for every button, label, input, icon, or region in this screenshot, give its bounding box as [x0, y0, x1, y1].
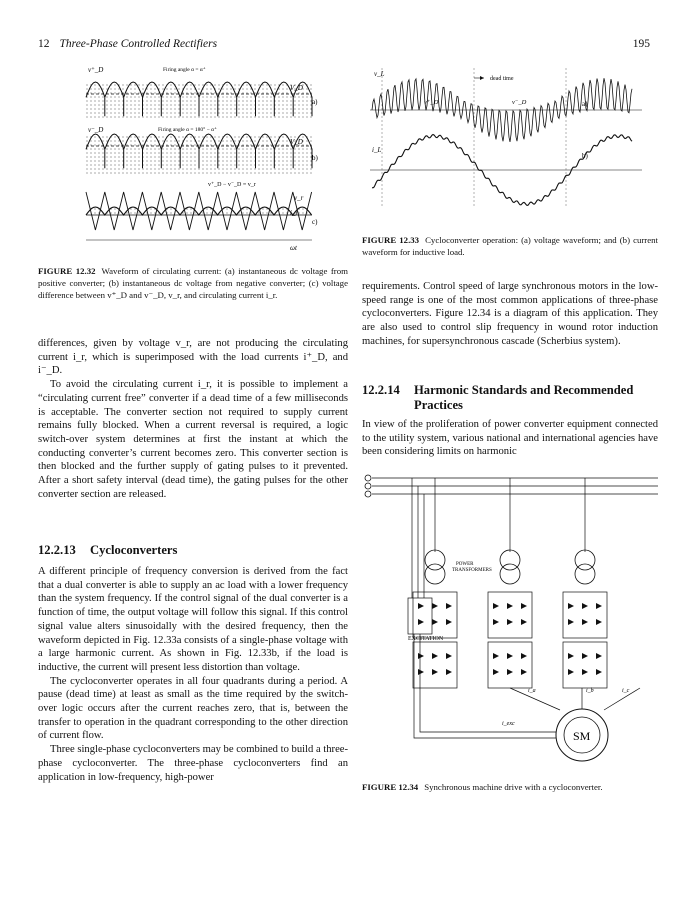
caption-text: Cycloconverter operation: (a) voltage waveform; and (b) current waveform for inductive load.: [362, 235, 658, 257]
branch-2-converter-positive: [488, 592, 532, 638]
left-column-section-text: [38, 565, 348, 784]
label-iexc: i_exc: [502, 721, 515, 727]
running-header: [38, 38, 217, 50]
branch-3-thyristor: [582, 619, 588, 625]
label-vd-plus: v⁺_D: [424, 99, 439, 106]
branch-2-thyristor: [493, 603, 499, 609]
label-ia: i_a: [528, 688, 536, 694]
branch-1-thyristor: [432, 653, 438, 659]
branch-2-thyristor: [521, 619, 527, 625]
right-column: [362, 280, 658, 349]
chapter-number: 12: [38, 38, 50, 50]
branch-3-thyristor: [582, 603, 588, 609]
branch-2-thyristor: [507, 603, 513, 609]
branch-2-thyristor: [521, 669, 527, 675]
tag-b: b): [582, 152, 588, 160]
label-firing-b: Firing angle α = 180° − α⁺: [158, 127, 217, 133]
branch-3-transformer-secondary: [575, 564, 595, 584]
excitation-rectifier: [408, 598, 432, 634]
tag-a: a): [582, 100, 588, 108]
branch-1-thyristor: [446, 669, 452, 675]
branch-2-thyristor: [507, 669, 513, 675]
label-omega-t: ωt: [290, 244, 297, 252]
figure-label: FIGURE 12.32: [38, 266, 96, 276]
branch-3-converter-negative: [563, 642, 607, 688]
caption-text: Waveform of circulating current: (a) instantaneous dc voltage from positive converter; (b) instantaneous dc voltage from negative converter; (c) voltage difference between v⁺_D and v⁻_D, v_r, and circulating current i_r.: [38, 266, 348, 300]
section-title: Cycloconverters: [90, 543, 178, 557]
branch-2-thyristor: [521, 653, 527, 659]
branch-1-transformer-secondary: [425, 564, 445, 584]
figure-12-33-caption: [362, 235, 658, 259]
tag-a: a): [312, 98, 318, 106]
caption-text: Synchronous machine drive with a cycloconverter.: [424, 782, 603, 792]
supply-bus: [365, 475, 658, 497]
branch-1-thyristor: [446, 653, 452, 659]
figure-12-32-caption: [38, 266, 348, 301]
label-ic: i_c: [622, 688, 630, 694]
label-ir: i_r: [290, 209, 299, 217]
section-heading-12-2-14: [362, 383, 658, 413]
tag-c: c): [312, 218, 318, 226]
branch-3-thyristor: [568, 669, 574, 675]
branch-1-thyristor: [432, 603, 438, 609]
label-ib: i_b: [586, 688, 594, 694]
branch-1-thyristor: [432, 669, 438, 675]
label-vd-minus: v⁻_D: [512, 99, 527, 106]
figure-label: FIGURE 12.34: [362, 782, 419, 792]
label-vd-minus: v⁻_D: [88, 126, 104, 134]
branch-1-thyristor: [418, 619, 424, 625]
label-sm: SM: [573, 729, 591, 743]
label-firing-a: Firing angle α = α⁺: [163, 67, 206, 73]
label-il: i_L: [372, 146, 382, 154]
figure-12-34: [360, 470, 660, 775]
label-vr-eq: v⁺_D − v⁻_D = v_r: [208, 182, 256, 188]
section-number: 12.2.14: [362, 383, 400, 397]
paragraph: requirements. Control speed of large synchronous motors in the low-speed range is one of the most common applications of three-phase cycloconverters. Figure 12.34 is a diagram of this application. They are also used to control slip frequency in wound rotor induction machines, for supersynchronous cascade (Scherbius system).: [362, 281, 658, 347]
branch-2-thyristor: [507, 653, 513, 659]
figure-12-32: [58, 60, 348, 260]
branch-1-thyristor: [418, 653, 424, 659]
paragraph: A different principle of frequency conversion is derived from the fact that a dual converter is able to supply an ac load with a lower frequency than the system frequency. If the control signal of the dual converter is a function of time, the output voltage will follow this signal. If this control signal value alters sinusoidally with the desired frequency, then the waveform depicted in Fig. 12.33a consists of a single-phase voltage with a large harmonic current. As shown in Fig. 12.33b, if the load is inductive, the current will present less distortion than voltage.: [38, 566, 348, 673]
branch-3-thyristor: [568, 619, 574, 625]
branch-3-thyristor: [568, 603, 574, 609]
label-vr: v_r: [294, 194, 304, 202]
figure-12-33: [362, 58, 658, 228]
page-number: 195: [632, 38, 650, 50]
branch-2-transformer-secondary: [500, 564, 520, 584]
label-dead-time: dead time: [490, 76, 514, 82]
label-power-2: TRANSFORMERS: [452, 568, 492, 573]
left-column: [38, 337, 348, 501]
branch-2-thyristor: [507, 619, 513, 625]
section-number: 12.2.13: [38, 543, 76, 557]
excitation-feed: [412, 478, 424, 598]
branch-1-thyristor: [418, 603, 424, 609]
label-vd-b: V_D: [290, 138, 303, 146]
tag-b: b): [312, 154, 318, 162]
branch-3-thyristor: [568, 653, 574, 659]
branch-2-thyristor: [493, 619, 499, 625]
label-excitation: EXCITATION: [408, 636, 444, 642]
branch-3-thyristor: [596, 619, 602, 625]
section-title-line-1: Harmonic Standards and Recommended: [414, 383, 634, 397]
excitation-return: [414, 634, 556, 738]
branch-1-converter-negative: [413, 642, 457, 688]
branch-3-thyristor: [596, 669, 602, 675]
branch-1-thyristor: [432, 619, 438, 625]
label-vl: v_L: [374, 70, 385, 78]
branch-3-thyristor: [596, 653, 602, 659]
chapter-title: Three-Phase Controlled Rectifiers: [59, 38, 218, 50]
label-power-1: POWER: [456, 562, 474, 567]
paragraph: To avoid the circulating current i_r, it is possible to implement a “circulating current free” converter if a dead time of a few milliseconds is acceptable. The converter section not required to supply current remains fully blocked. When a current reversal is required, a logic switch-over system determines at first the instant at which the conducting converter’s current becomes zero. This converter section is then blocked and the further supply of gating pulses to it prevented. After a short safety interval (dead time), the gating pulses for the other converter section are released.: [38, 379, 348, 500]
figure-label: FIGURE 12.33: [362, 235, 420, 245]
branch-2-thyristor: [493, 653, 499, 659]
branch-2-thyristor: [493, 669, 499, 675]
branch-3-converter-positive: [563, 592, 607, 638]
paragraph: The cycloconverter operates in all four quadrants during a period. A pause (dead time) at least as small as the time required by the switch-over logic occurs after the current reaches zero, that is, between the transfer to operation in the quadrant corresponding to the other direction of current flow.: [38, 675, 348, 742]
dead-time-arrow: [480, 76, 484, 80]
paragraph: differences, given by voltage v_r, are not producing the circulating current i_r, which is superimposed with the load currents i⁺_D, and i⁻_D.: [38, 338, 348, 377]
right-column-section-text: [362, 418, 658, 459]
paragraph: In view of the proliferation of power converter equipment connected to the utility system, various national and international agencies have been considering limits on harmonic: [362, 419, 658, 458]
figure-12-34-caption: [362, 782, 658, 794]
branch-1-thyristor: [418, 669, 424, 675]
section-title-line-2: Practices: [414, 398, 463, 412]
label-vd-a: V_D: [290, 84, 303, 92]
section-heading-12-2-13: [38, 543, 348, 558]
branch-3-thyristor: [582, 653, 588, 659]
branch-2-thyristor: [521, 603, 527, 609]
paragraph: Three single-phase cycloconverters may be combined to build a three-phase cycloconverter. The three-phase cycloconverters find an application in low-frequency, high-power: [38, 744, 348, 783]
branch-2-converter-negative: [488, 642, 532, 688]
cycloconverter-branches: [413, 478, 607, 688]
branch-1-thyristor: [446, 619, 452, 625]
branch-1-converter-positive: [413, 592, 457, 638]
branch-1-thyristor: [446, 603, 452, 609]
branch-3-thyristor: [582, 669, 588, 675]
label-vd-plus: v⁺_D: [88, 66, 104, 74]
branch-3-thyristor: [596, 603, 602, 609]
